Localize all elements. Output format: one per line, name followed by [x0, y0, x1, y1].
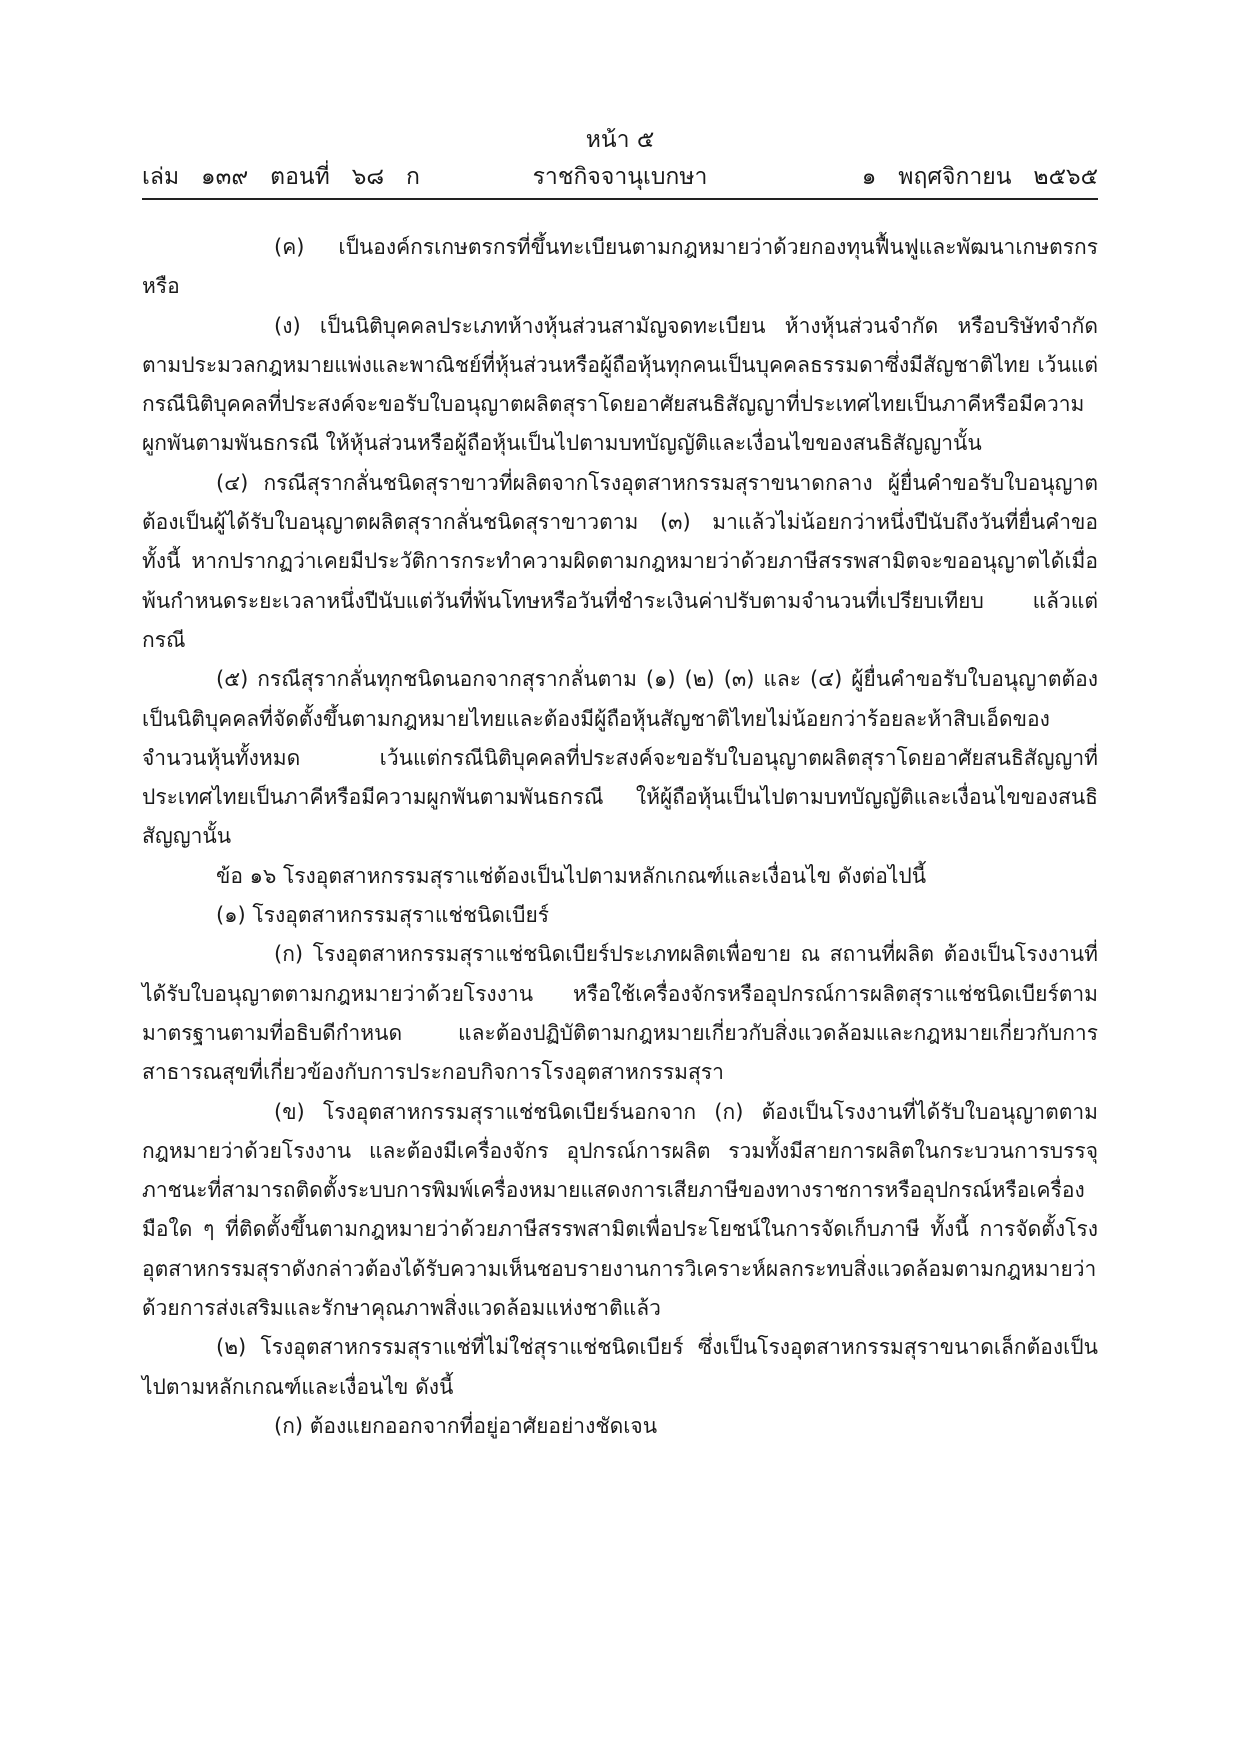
clause-16-2-a: (ก) ต้องแยกออกจากที่อยู่อาศัยอย่างชัดเจน: [274, 1413, 658, 1438]
gazette-header: [142, 160, 1098, 196]
paragraph-5: (๕) กรณีสุรากลั่นทุกชนิดนอกจากสุรากลั่นตาม (๑) (๒) (๓) และ (๔) ผู้ยื่นคำขอรับใบอนุญาตต้องเป็นนิติบุคคลที่จัดตั้งขึ้นตามกฎหมายไทยและต้องมีผู้ถือหุ้นสัญชาติไทยไม่น้อยกว่าร้อยละห้าสิบเอ็ดของจำนวนหุ้นทั้งหมด เว้นแต่กรณีนิติบุคคลที่ประสงค์จะขอรับใบอนุญาตผลิตสุราโดยอาศัยสนธิสัญญาที่ประเทศไทยเป็นภาคีหรือมีความผูกพันตามพันธกรณี ให้ผู้ถือหุ้นเป็นไปตามบทบัญญัติและเงื่อนไขของสนธิสัญญานั้น: [142, 667, 1098, 849]
page-number: หน้า ๕: [585, 127, 655, 153]
volume-issue: เล่ม ๑๓๙ ตอนที่ ๖๘ ก: [142, 164, 420, 190]
clause-16: ข้อ ๑๖ โรงอุตสาหกรรมสุราแช่ต้องเป็นไปตามหลักเกณฑ์และเงื่อนไข ดังต่อไปนี้: [216, 863, 927, 888]
clause-16-1-b: (ข) โรงอุตสาหกรรมสุราแช่ชนิดเบียร์นอกจาก (ก) ต้องเป็นโรงงานที่ได้รับใบอนุญาตตามกฎหมายว่าด้วยโรงงาน และต้องมีเครื่องจักร อุปกรณ์การผลิต รวมทั้งมีสายการผลิตในกระบวนการบรรจุภาชนะที่สามารถติดตั้งระบบการพิมพ์เครื่องหมายแสดงการเสียภาษีของทางราชการหรืออุปกรณ์หรือเครื่องมือใด ๆ ที่ติดตั้งขึ้นตามกฎหมายว่าด้วยภาษีสรรพสามิตเพื่อประโยชน์ในการจัดเก็บภาษี ทั้งนี้ การจัดตั้งโรงอุตสาหกรรมสุราดังกล่าวต้องได้รับความเห็นชอบรายงานการวิเคราะห์ผลกระทบสิ่งแวดล้อมตามกฎหมายว่าด้วยการส่งเสริมและรักษาคุณภาพสิ่งแวดล้อมแห่งชาติแล้ว: [142, 1099, 1098, 1321]
paragraph-4: (๔) กรณีสุรากลั่นชนิดสุราขาวที่ผลิตจากโรงอุตสาหกรรมสุราขนาดกลาง ผู้ยื่นคำขอรับใบอนุญาตต้องเป็นผู้ได้รับใบอนุญาตผลิตสุรากลั่นชนิดสุราขาวตาม (๓) มาแล้วไม่น้อยกว่าหนึ่งปีนับถึงวันที่ยื่นคำขอ ทั้งนี้ หากปรากฏว่าเคยมีประวัติการกระทำความผิดตามกฎหมายว่าด้วยภาษีสรรพสามิตจะขออนุญาตได้เมื่อพ้นกำหนดระยะเวลาหนึ่งปีนับแต่วันที่พ้นโทษหรือวันที่ชำระเงินค่าปรับตามจำนวนที่เปรียบเทียบ แล้วแต่กรณี: [142, 470, 1098, 652]
paragraph-ng: (ง) เป็นนิติบุคคลประเภทห้างหุ้นส่วนสามัญจดทะเบียน ห้างหุ้นส่วนจำกัด หรือบริษัทจำกัดตามประมวลกฎหมายแพ่งและพาณิชย์ที่หุ้นส่วนหรือผู้ถือหุ้นทุกคนเป็นบุคคลธรรมดาซึ่งมีสัญชาติไทย เว้นแต่กรณีนิติบุคคลที่ประสงค์จะขอรับใบอนุญาตผลิตสุราโดยอาศัยสนธิสัญญาที่ประเทศไทยเป็นภาคีหรือมีความผูกพันตามพันธกรณี ให้หุ้นส่วนหรือผู้ถือหุ้นเป็นไปตามบทบัญญัติและเงื่อนไขของสนธิสัญญานั้น: [142, 313, 1098, 456]
document-body: [142, 228, 1098, 1446]
clause-16-1-a: (ก) โรงอุตสาหกรรมสุราแช่ชนิดเบียร์ประเภทผลิตเพื่อขาย ณ สถานที่ผลิต ต้องเป็นโรงงานที่ได้รับใบอนุญาตตามกฎหมายว่าด้วยโรงงาน หรือใช้เครื่องจักรหรืออุปกรณ์การผลิตสุราแช่ชนิดเบียร์ตามมาตรฐานตามที่อธิบดีกำหนด และต้องปฏิบัติตามกฎหมายเกี่ยวกับสิ่งแวดล้อมและกฎหมายเกี่ยวกับการสาธารณสุขที่เกี่ยวข้องกับการประกอบกิจการโรงอุตสาหกรรมสุรา: [142, 942, 1098, 1085]
publication-date: ๑ พฤศจิกายน ๒๕๖๕: [861, 164, 1098, 190]
gazette-title: ราชกิจจานุเบกษา: [532, 164, 708, 190]
clause-16-2: (๒) โรงอุตสาหกรรมสุราแช่ที่ไม่ใช่สุราแช่ชนิดเบียร์ ซึ่งเป็นโรงอุตสาหกรรมสุราขนาดเล็กต้องเป็นไปตามหลักเกณฑ์และเงื่อนไข ดังนี้: [142, 1335, 1098, 1399]
clause-16-1: (๑) โรงอุตสาหกรรมสุราแช่ชนิดเบียร์: [216, 903, 550, 928]
paragraph-c: (ค) เป็นองค์กรเกษตรกรที่ขึ้นทะเบียนตามกฎหมายว่าด้วยกองทุนฟื้นฟูและพัฒนาเกษตรกร หรือ: [142, 235, 1098, 299]
header-divider: [142, 198, 1098, 200]
